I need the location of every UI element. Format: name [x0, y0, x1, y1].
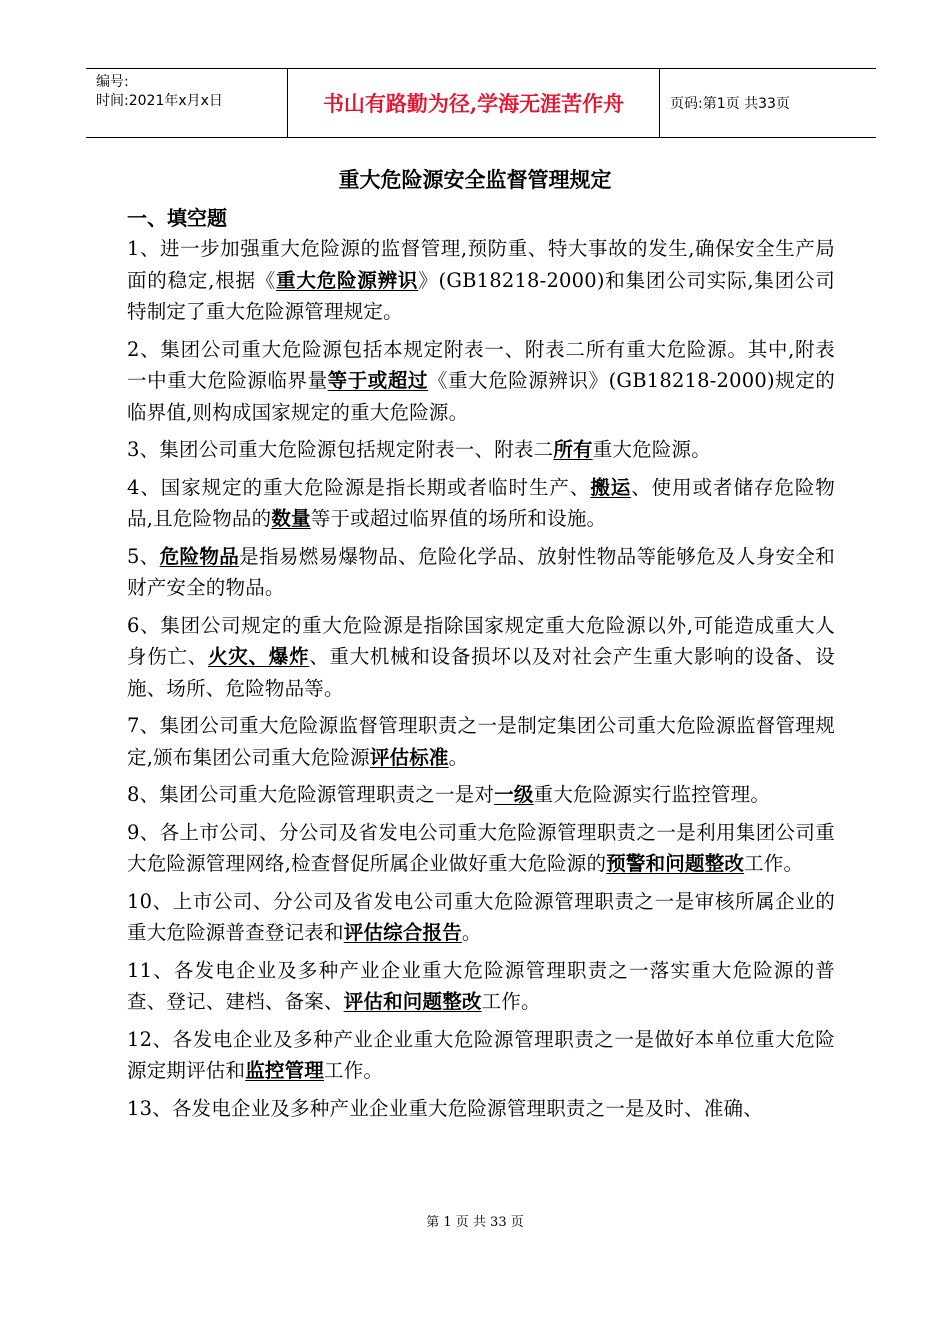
question-text: 《重大危险源辨识》(GB18218-2000)规定的临界值,则构成国家规定的重大危险源。 — [127, 369, 835, 424]
page-info-cell — [660, 69, 876, 137]
question-item — [127, 1024, 835, 1087]
question-text: 》(GB18218-2000)和集团公司实际,集团公司特制定了重大危险源管理规定。 — [127, 268, 835, 323]
question-text: 2、集团公司重大危险源包括本规定附表一、附表二所有重大危险源。其中,附表一中重大危险源临界量 — [127, 337, 835, 392]
time-label: 时间:2021年x月x日 — [96, 93, 223, 109]
question-text: 11、各发电企业及多种产业企业重大危险源管理职责之一落实重大危险源的普查、登记、建档、备案、 — [127, 958, 835, 1013]
question-text: 6、集团公司规定的重大危险源是指除国家规定重大危险源以外,可能造成重大人身伤亡、 — [127, 613, 835, 668]
answer-text: 等于或超过 — [327, 369, 429, 392]
question-item — [127, 472, 835, 535]
answer-text: 危险物品 — [159, 544, 240, 568]
header-table — [86, 68, 876, 138]
question-item — [127, 1093, 835, 1125]
question-item — [127, 817, 835, 880]
question-text: 3、集团公司重大危险源包括规定附表一、附表二 — [127, 438, 554, 461]
question-text: 。 — [448, 745, 469, 769]
motto-text: 书山有路勤为径,学海无涯苦作舟 — [322, 91, 625, 116]
answer-text: 一级 — [494, 783, 534, 806]
question-item — [127, 541, 835, 604]
question-item — [127, 886, 835, 949]
question-text: 。 — [461, 921, 482, 944]
answer-text: 评估标准 — [369, 745, 449, 769]
question-text: 10、上市公司、分公司及省发电公司重大危险源管理职责之一是审核所属企业的重大危险源普查登记表和 — [127, 889, 835, 944]
question-text: 13、各发电企业及多种产业企业重大危险源管理职责之一是及时、准确、 — [127, 1096, 763, 1120]
answer-text: 监控管理 — [245, 1059, 325, 1082]
question-item — [127, 779, 835, 811]
answer-text: 评估和问题整改 — [343, 990, 482, 1013]
question-text: 重大危险源。 — [592, 438, 711, 461]
question-text: 9、各上市公司、分公司及省发电公司重大危险源管理职责之一是利用集团公司重大危险源管理网络,检查督促所属企业做好重大危险源的 — [127, 820, 835, 875]
answer-text: 评估综合报告 — [343, 921, 462, 944]
answer-text: 火灾、爆炸 — [207, 645, 310, 668]
question-item — [127, 610, 835, 705]
answer-text: 搬运 — [590, 475, 632, 499]
question-item — [127, 334, 835, 429]
question-item — [127, 710, 835, 773]
question-item — [127, 955, 835, 1018]
question-text: 、使用或者储存危险物品,且危险物品的 — [127, 475, 835, 530]
page-footer: 第 1 页 共 33 页 — [426, 1215, 524, 1230]
question-text: 5、 — [127, 544, 160, 568]
question-text: 4、国家规定的重大危险源是指长期或者临时生产、 — [127, 475, 591, 499]
section-title: 一、填空题 — [127, 206, 227, 230]
question-text: 8、集团公司重大危险源管理职责之一是对 — [127, 783, 495, 806]
question-text: 12、各发电企业及多种产业企业重大危险源管理职责之一是做好本单位重大危险源定期评估和 — [127, 1027, 835, 1082]
document-title: 重大危险源安全监督管理规定 — [338, 167, 612, 192]
page-info-text: 页码:第1页 共33页 — [670, 96, 790, 112]
question-text: 重大危险源实行监控管理。 — [533, 783, 771, 806]
question-text: 、重大机械和设备损坏以及对社会产生重大影响的设备、设施、场所、危险物品等。 — [127, 645, 835, 700]
question-item — [127, 233, 835, 328]
question-list — [127, 233, 835, 1130]
motto-cell — [288, 69, 660, 137]
answer-text: 重大危险源辨识 — [276, 268, 419, 292]
question-item — [127, 434, 835, 466]
answer-text: 所有 — [553, 438, 593, 461]
answer-text: 数量 — [271, 507, 311, 530]
question-text: 7、集团公司重大危险源监督管理职责之一是制定集团公司重大危险源监督管理规定,颁布集团公司重大危险源 — [127, 714, 835, 769]
question-text: 1、进一步加强重大危险源的监督管理,预防重、特大事故的发生,确保安全生产局面的稳定,根据《 — [127, 237, 835, 292]
answer-text: 预警和问题整改 — [606, 852, 745, 875]
question-text: 工作。 — [744, 852, 804, 875]
question-text: 是指易燃易爆物品、危险化学品、放射性物品等能够危及人身安全和财产安全的物品。 — [127, 544, 835, 599]
code-label: 编号: — [96, 74, 129, 90]
question-text: 工作。 — [324, 1059, 384, 1082]
question-text: 工作。 — [481, 990, 541, 1013]
header-meta-cell — [86, 69, 288, 137]
question-text: 等于或超过临界值的场所和设施。 — [310, 507, 607, 530]
